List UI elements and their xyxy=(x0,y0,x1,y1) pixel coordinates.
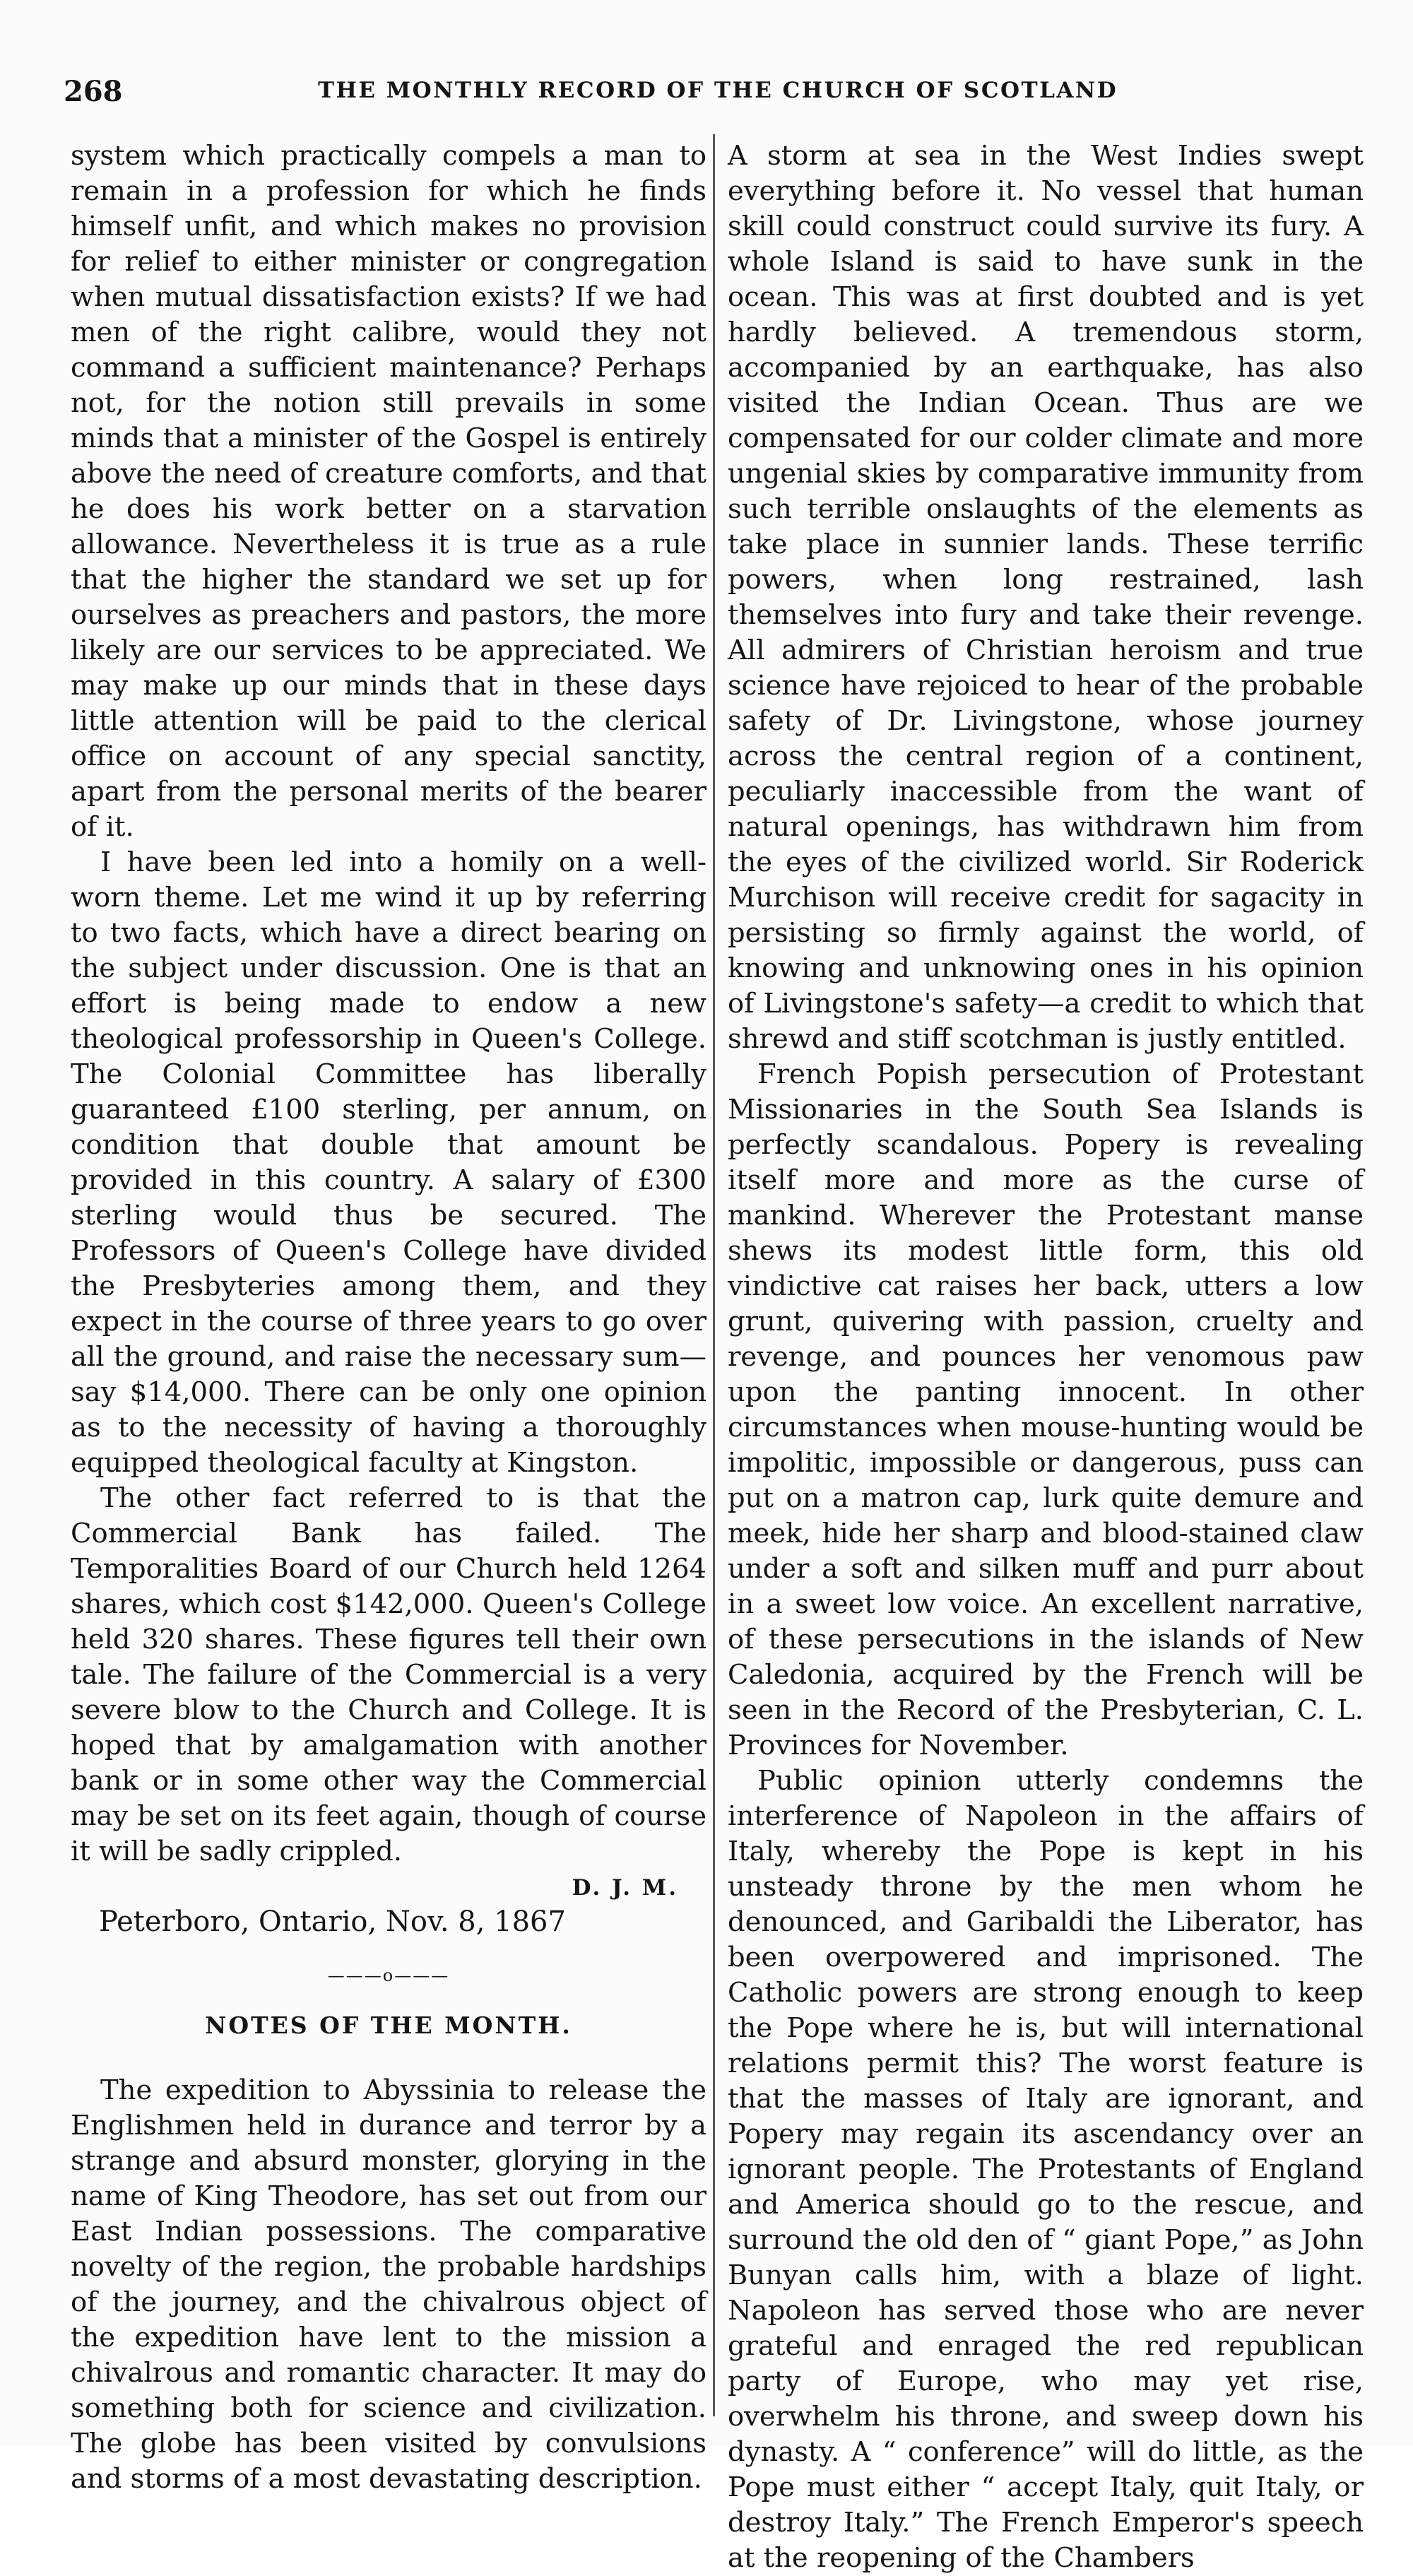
paragraph-napoleon-italy: Public opinion utterly condemns the interference of Napoleon in the affairs of Italy, whereby the Pope is kept in his unsteady throne by the men whom he denounced, and Garibaldi the Liberator, has been overpowered and imprisoned. The Catholic powers are strong enough to keep the Pope where he is, but will international relations permit this? The worst feature is that the masses of Italy are ignorant, and Popery may regain its ascendancy over an ignorant people. The Protestants of England and America should go to the rescue, and surround the old den of “ giant Pope,” as John Bunyan calls him, with a blaze of light. Napoleon has served those who are never grateful and enraged the red republican party of Europe, who may yet rise, overwhelm his throne, and sweep down his dynasty. A “ conference” will do little, as the Pope must either “ accept Italy, quit Italy, or destroy Italy.” The French Emperor's speech at the reopening of the Chambers xyxy=(728,1765,1364,2574)
author-signature: D. J. M. xyxy=(572,1875,678,1901)
paragraph-two-facts: I have been led into a homily on a well-worn theme. Let me wind it up by referring to two facts, which have a direct bearing on the subject under discussion. One is that an effort is being made to endow a new theological professorship in Queen's College. The Colonial Committee has liberally guaranteed £100 sterling, per annum, on condition that double that amount be provided in this country. A salary of £300 sterling would thus be secured. The Professors of Queen's College have divided the Presbyteries among them, and they expect in the course of three years to go over all the ground, and raise the necessary sum—say $14,000. There can be only one opinion as to the necessity of having a thoroughly equipped theological faculty at Kingston. xyxy=(71,846,706,1479)
page-number: 268 xyxy=(64,75,123,108)
column-divider xyxy=(713,134,715,2416)
running-title: THE MONTHLY RECORD OF THE CHURCH OF SCOTLAND xyxy=(318,78,1118,103)
paragraph-storms-livingstone: A storm at sea in the West Indies swept everything before it. No vessel that human skill could construct could survive its fury. A whole Island is said to have sunk in the ocean. This was at first doubted and is yet hardly believed. A tremendous storm, accompanied by an earthquake, has also visited the Indian Ocean. Thus are we compensated for our colder climate and more ungenial skies by comparative immunity from such terrible onslaughts of the elements as take place in sunnier lands. These terrific powers, when long restrained, lash themselves into fury and take their revenge. All admirers of Christian heroism and true science have rejoiced to hear of the probable safety of Dr. Livingstone, whose journey across the central region of a continent, peculiarly inaccessible from the want of natural openings, has withdrawn him from the eyes of the civilized world. Sir Roderick Murchison will receive credit for sagacity in persisting so firmly against the world, of knowing and unknowing ones in his opinion of Livingstone's safety—a credit to which that shrewd and stiff scotchman is justly entitled. xyxy=(728,140,1364,1055)
place-and-date: Peterboro, Ontario, Nov. 8, 1867 xyxy=(99,1906,566,1938)
left-column xyxy=(71,138,706,2497)
right-column xyxy=(728,138,1364,2576)
paragraph-minister-support: system which practically compels a man to remain in a profession for which he finds himself unfit, and which makes no provision for relief to either minister or congregation when mutual dissatisfaction exists? If we had men of the right calibre, would they not command a sufficient maintenance? Perhaps not, for the notion still prevails in some minds that a minister of the Gospel is entirely above the need of creature comforts, and that he does his work better on a starvation allowance. Nevertheless it is true as a rule that the higher the standard we set up for ourselves as preachers and pastors, the more likely are our services to be appreciated. We may make up our minds that in these days little attention will be paid to the clerical office on account of any special sanctity, apart from the personal merits of the bearer of it. xyxy=(71,140,706,843)
paragraph-commercial-bank: The other fact referred to is that the Commercial Bank has failed. The Temporalities Board of our Church held 1264 shares, which cost $142,000. Queen's College held 320 shares. These figures tell their own tale. The failure of the Commercial is a very severe blow to the Church and College. It is hoped that by amalgamation with another bank or in some other way the Commercial may be set on its feet again, though of course it will be sadly crippled. xyxy=(71,1482,706,1867)
section-heading: NOTES OF THE MONTH. xyxy=(205,2011,572,2039)
paragraph-abyssinia: The expedition to Abyssinia to release the Englishmen held in durance and terror by a strange and absurd monster, glorying in the name of King Theodore, has set out from our East Indian possessions. The comparative novelty of the region, the probable hardships of the journey, and the chivalrous object of the expedition have lent to the mission a chivalrous and romantic character. It may do something both for science and civilization. The globe has been visited by convulsions and storms of a most devastating description. xyxy=(71,2074,706,2495)
section-divider: ———o——— xyxy=(327,1966,450,1985)
page-header xyxy=(42,75,1385,131)
paragraph-french-persecution: French Popish persecution of Protestant Missionaries in the South Sea Islands is perfectly scandalous. Popery is revealing itself more and more as the curse of mankind. Wherever the Protestant manse shews its modest little form, this old vindictive cat raises her back, utters a low grunt, quivering with passion, cruelty and revenge, and pounces her venomous paw upon the panting innocent. In other circumstances when mouse-hunting would be impolitic, impossible or dangerous, puss can put on a matron cap, lurk quite demure and meek, hide her sharp and blood-stained claw under a soft and silken muff and purr about in a sweet low voice. An excellent narrative, of these persecutions in the islands of New Caledonia, acquired by the French will be seen in the Record of the Presbyterian, C. L. Provinces for November. xyxy=(728,1058,1364,1761)
